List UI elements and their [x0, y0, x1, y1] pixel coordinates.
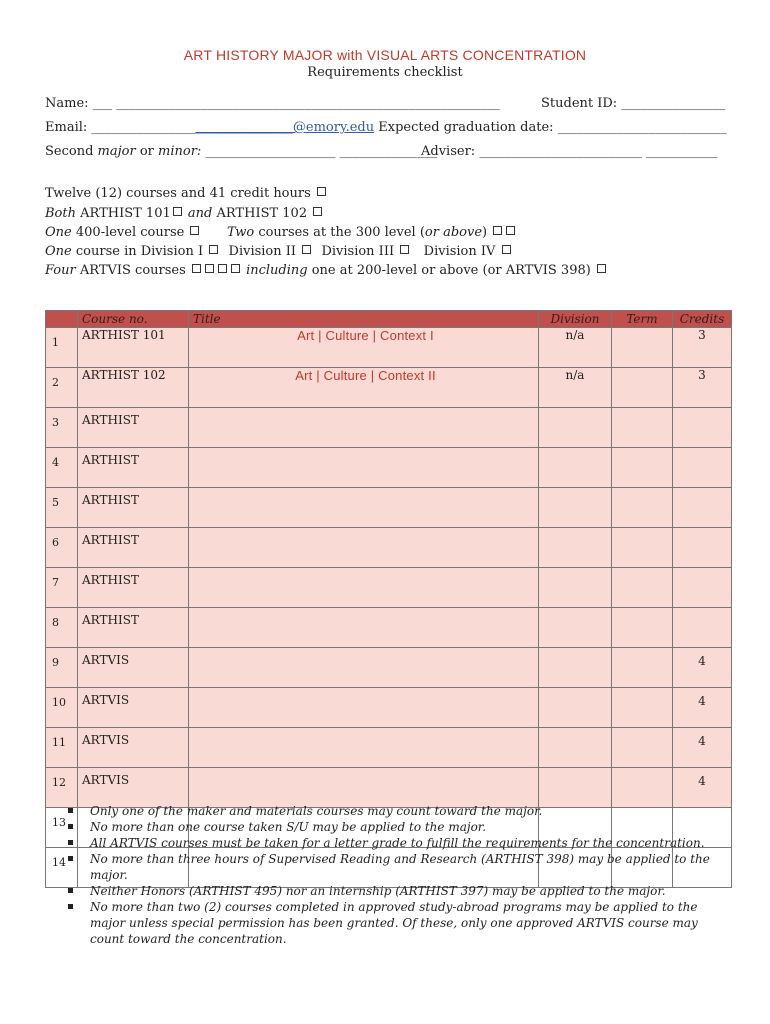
table-row — [46, 688, 732, 728]
requirement-level — [45, 225, 201, 240]
email-line — [45, 120, 727, 135]
credits-cell[interactable]: 3 — [673, 328, 732, 368]
credits-cell[interactable]: 3 — [673, 368, 732, 408]
checkbox[interactable] — [173, 207, 182, 216]
term-cell[interactable] — [612, 568, 673, 608]
table-row — [46, 608, 732, 648]
division-cell[interactable] — [539, 488, 612, 528]
checkbox[interactable] — [506, 226, 515, 235]
course-title-cell[interactable] — [189, 568, 539, 608]
table-header-row — [46, 311, 732, 328]
term-cell[interactable] — [612, 488, 673, 528]
term-cell[interactable] — [612, 528, 673, 568]
course-title-cell[interactable] — [189, 728, 539, 768]
credits-cell[interactable] — [673, 488, 732, 528]
course-number-cell[interactable]: ARTVIS — [78, 768, 189, 808]
bullet-icon — [68, 840, 73, 845]
term-cell[interactable] — [612, 688, 673, 728]
row-number-cell: 6 — [46, 528, 78, 568]
term-cell[interactable] — [612, 408, 673, 448]
course-number-cell[interactable]: ARTHIST 102 — [78, 368, 189, 408]
note-item — [68, 835, 728, 851]
credits-cell[interactable] — [673, 608, 732, 648]
note-item — [68, 883, 728, 899]
checkbox[interactable] — [192, 264, 201, 273]
student-id-label: Student ID: — [541, 96, 618, 111]
course-title-cell[interactable] — [189, 408, 539, 448]
req-text: Division IV — [423, 244, 496, 259]
table-row — [46, 448, 732, 488]
header-term: Term — [612, 311, 673, 328]
checkbox[interactable] — [313, 207, 322, 216]
req-text: 400-level course — [75, 225, 185, 240]
checkbox[interactable] — [205, 264, 214, 273]
student-id-line — [541, 96, 725, 111]
course-title-cell[interactable] — [189, 648, 539, 688]
checkbox[interactable] — [502, 245, 511, 254]
req-word: One — [45, 225, 72, 240]
email-label: Email: — [45, 120, 88, 135]
note-item — [68, 851, 728, 883]
req-word: Four — [45, 263, 76, 278]
req-word: Both — [45, 206, 76, 221]
grad-date-label: Expected graduation date: — [378, 120, 554, 135]
course-number-cell[interactable]: ARTVIS — [78, 728, 189, 768]
bullet-icon — [68, 824, 73, 829]
course-title-cell[interactable] — [189, 688, 539, 728]
note-text: All ARTVIS courses must be taken for a letter grade to fulfill the requirements for the concentration. — [90, 836, 705, 850]
requirement-artvis — [45, 263, 608, 278]
table-row — [46, 728, 732, 768]
division-cell[interactable] — [539, 608, 612, 648]
req-text: ARTHIST 101 — [80, 206, 171, 221]
grad-date-field[interactable]: __________________________ — [557, 120, 727, 135]
table-row — [46, 568, 732, 608]
table-row — [46, 768, 732, 808]
course-number-cell[interactable]: ARTHIST 101 — [78, 328, 189, 368]
note-text: No more than one course taken S/U may be applied to the major. — [90, 820, 487, 834]
checkbox[interactable] — [231, 264, 240, 273]
row-number-cell: 10 — [46, 688, 78, 728]
requirement-total-text: Twelve (12) courses and 41 credit hours — [45, 186, 311, 201]
row-number-cell: 8 — [46, 608, 78, 648]
row-number-cell: 12 — [46, 768, 78, 808]
header-division: Division — [539, 311, 612, 328]
term-cell[interactable] — [612, 648, 673, 688]
table-row — [46, 488, 732, 528]
note-text: Only one of the maker and materials courses may count toward the major. — [90, 804, 543, 818]
req-word: or above — [424, 225, 483, 240]
checkbox[interactable] — [209, 245, 218, 254]
req-text: one at 200-level or above (or ARTVIS 398) — [311, 263, 591, 278]
requirement-300-level — [227, 225, 517, 240]
note-text: No more than two (2) courses completed in approved study-abroad programs may be applied to the major unless special permission has been granted. Of these, only one approved ARTVIS course may count toward the concentration. — [90, 900, 698, 946]
requirement-divisions — [45, 244, 513, 259]
division-cell[interactable] — [539, 648, 612, 688]
second-or-word: or — [139, 144, 154, 159]
req-text: ARTHIST 102 — [216, 206, 308, 221]
term-cell[interactable] — [612, 448, 673, 488]
checkbox[interactable] — [218, 264, 227, 273]
adviser-line — [421, 144, 717, 159]
req-text: ARTVIS courses — [79, 263, 186, 278]
note-item — [68, 819, 728, 835]
course-title-cell[interactable] — [189, 608, 539, 648]
course-number-cell[interactable]: ARTHIST — [78, 408, 189, 448]
division-cell[interactable] — [539, 528, 612, 568]
bullet-icon — [68, 856, 73, 861]
requirement-total — [45, 186, 328, 201]
course-table — [45, 310, 732, 888]
course-number-cell[interactable]: ARTHIST — [78, 448, 189, 488]
checkbox[interactable] — [317, 187, 326, 196]
req-text: Division III — [321, 244, 395, 259]
checkbox[interactable] — [597, 264, 606, 273]
course-number-cell[interactable]: ARTHIST — [78, 608, 189, 648]
course-number-cell[interactable]: ARTVIS — [78, 688, 189, 728]
table-row — [46, 648, 732, 688]
division-cell[interactable] — [539, 728, 612, 768]
note-text: Neither Honors (ARTHIST 495) nor an internship (ARTHIST 397) may be applied to the major. — [90, 884, 666, 898]
table-row — [46, 328, 732, 368]
row-number-cell: 13 — [46, 808, 78, 848]
course-title-cell[interactable] — [189, 448, 539, 488]
header-course: Course no. — [78, 311, 189, 328]
term-cell[interactable] — [612, 328, 673, 368]
note-text: No more than three hours of Supervised Reading and Research (ARTHIST 398) may be applied to the major. — [90, 852, 710, 882]
header-num — [46, 311, 78, 328]
table-row — [46, 528, 732, 568]
division-cell[interactable] — [539, 408, 612, 448]
adviser-label: Adviser: — [421, 144, 476, 159]
credits-cell[interactable]: 4 — [673, 648, 732, 688]
second-prefix: Second — [45, 144, 94, 159]
row-number-cell: 2 — [46, 368, 78, 408]
bullet-icon — [68, 808, 73, 813]
email-domain-link[interactable]: _______________@emory.edu — [195, 120, 375, 135]
name-field[interactable]: ___ ___________________________________________________________ — [92, 96, 500, 111]
division-cell[interactable] — [539, 688, 612, 728]
term-cell[interactable] — [612, 368, 673, 408]
credits-cell[interactable] — [673, 408, 732, 448]
credits-cell[interactable] — [673, 568, 732, 608]
page-subtitle: Requirements checklist — [307, 65, 463, 80]
email-field[interactable]: ________________ — [91, 120, 196, 135]
row-number-cell: 9 — [46, 648, 78, 688]
term-cell[interactable] — [612, 608, 673, 648]
term-cell[interactable] — [612, 728, 673, 768]
term-cell[interactable] — [612, 768, 673, 808]
credits-cell[interactable] — [673, 528, 732, 568]
req-word: and — [187, 206, 213, 221]
second-major-line — [45, 144, 437, 159]
course-number-cell[interactable]: ARTHIST — [78, 488, 189, 528]
row-number-cell: 14 — [46, 848, 78, 888]
division-cell[interactable] — [539, 448, 612, 488]
course-title-cell[interactable]: Art | Culture | Context I — [189, 328, 539, 368]
note-item — [68, 899, 728, 947]
division-cell[interactable] — [539, 568, 612, 608]
course-title-cell[interactable] — [189, 488, 539, 528]
header-credits: Credits — [673, 311, 732, 328]
course-number-cell[interactable]: ARTVIS — [78, 648, 189, 688]
row-number-cell: 7 — [46, 568, 78, 608]
credits-cell[interactable]: 4 — [673, 768, 732, 808]
req-text: Division II — [228, 244, 297, 259]
course-title-cell[interactable] — [189, 768, 539, 808]
course-number-cell[interactable]: ARTHIST — [78, 568, 189, 608]
checkbox[interactable] — [302, 245, 311, 254]
req-text: ) — [482, 225, 488, 240]
credits-cell[interactable] — [673, 448, 732, 488]
row-number-cell: 5 — [46, 488, 78, 528]
row-number-cell: 11 — [46, 728, 78, 768]
notes-list — [68, 803, 728, 947]
table-row — [46, 368, 732, 408]
req-word: including — [246, 263, 308, 278]
second-minor-word: minor: — [158, 144, 202, 159]
page-title: ART HISTORY MAJOR with VISUAL ARTS CONCENTRATION — [183, 47, 587, 63]
checkbox[interactable] — [190, 226, 199, 235]
division-cell[interactable]: n/a — [539, 328, 612, 368]
req-text: course in Division I — [75, 244, 204, 259]
header-title: Title — [189, 311, 539, 328]
course-title-cell[interactable] — [189, 528, 539, 568]
row-number-cell: 1 — [46, 328, 78, 368]
bullet-icon — [68, 904, 73, 909]
credits-cell[interactable]: 4 — [673, 728, 732, 768]
course-number-cell[interactable]: ARTHIST — [78, 528, 189, 568]
name-line — [45, 96, 500, 111]
req-word: One — [45, 244, 72, 259]
student-id-field[interactable]: ________________ — [621, 96, 726, 111]
name-label: Name: — [45, 96, 89, 111]
adviser-field[interactable]: _________________________ ___________ — [479, 144, 718, 159]
note-item — [68, 803, 728, 819]
table-row — [46, 408, 732, 448]
row-number-cell: 4 — [46, 448, 78, 488]
credits-cell[interactable]: 4 — [673, 688, 732, 728]
req-word: Two — [227, 225, 255, 240]
checkbox[interactable] — [493, 226, 502, 235]
bullet-icon — [68, 888, 73, 893]
requirement-intro-courses — [45, 206, 324, 221]
second-major-field[interactable]: ____________________ _______________ — [205, 144, 438, 159]
course-title-cell[interactable]: Art | Culture | Context II — [189, 368, 539, 408]
row-number-cell: 3 — [46, 408, 78, 448]
checkbox[interactable] — [400, 245, 409, 254]
req-text: courses at the 300 level ( — [258, 225, 425, 240]
division-cell[interactable]: n/a — [539, 368, 612, 408]
second-major-word: major — [97, 144, 136, 159]
division-cell[interactable] — [539, 768, 612, 808]
